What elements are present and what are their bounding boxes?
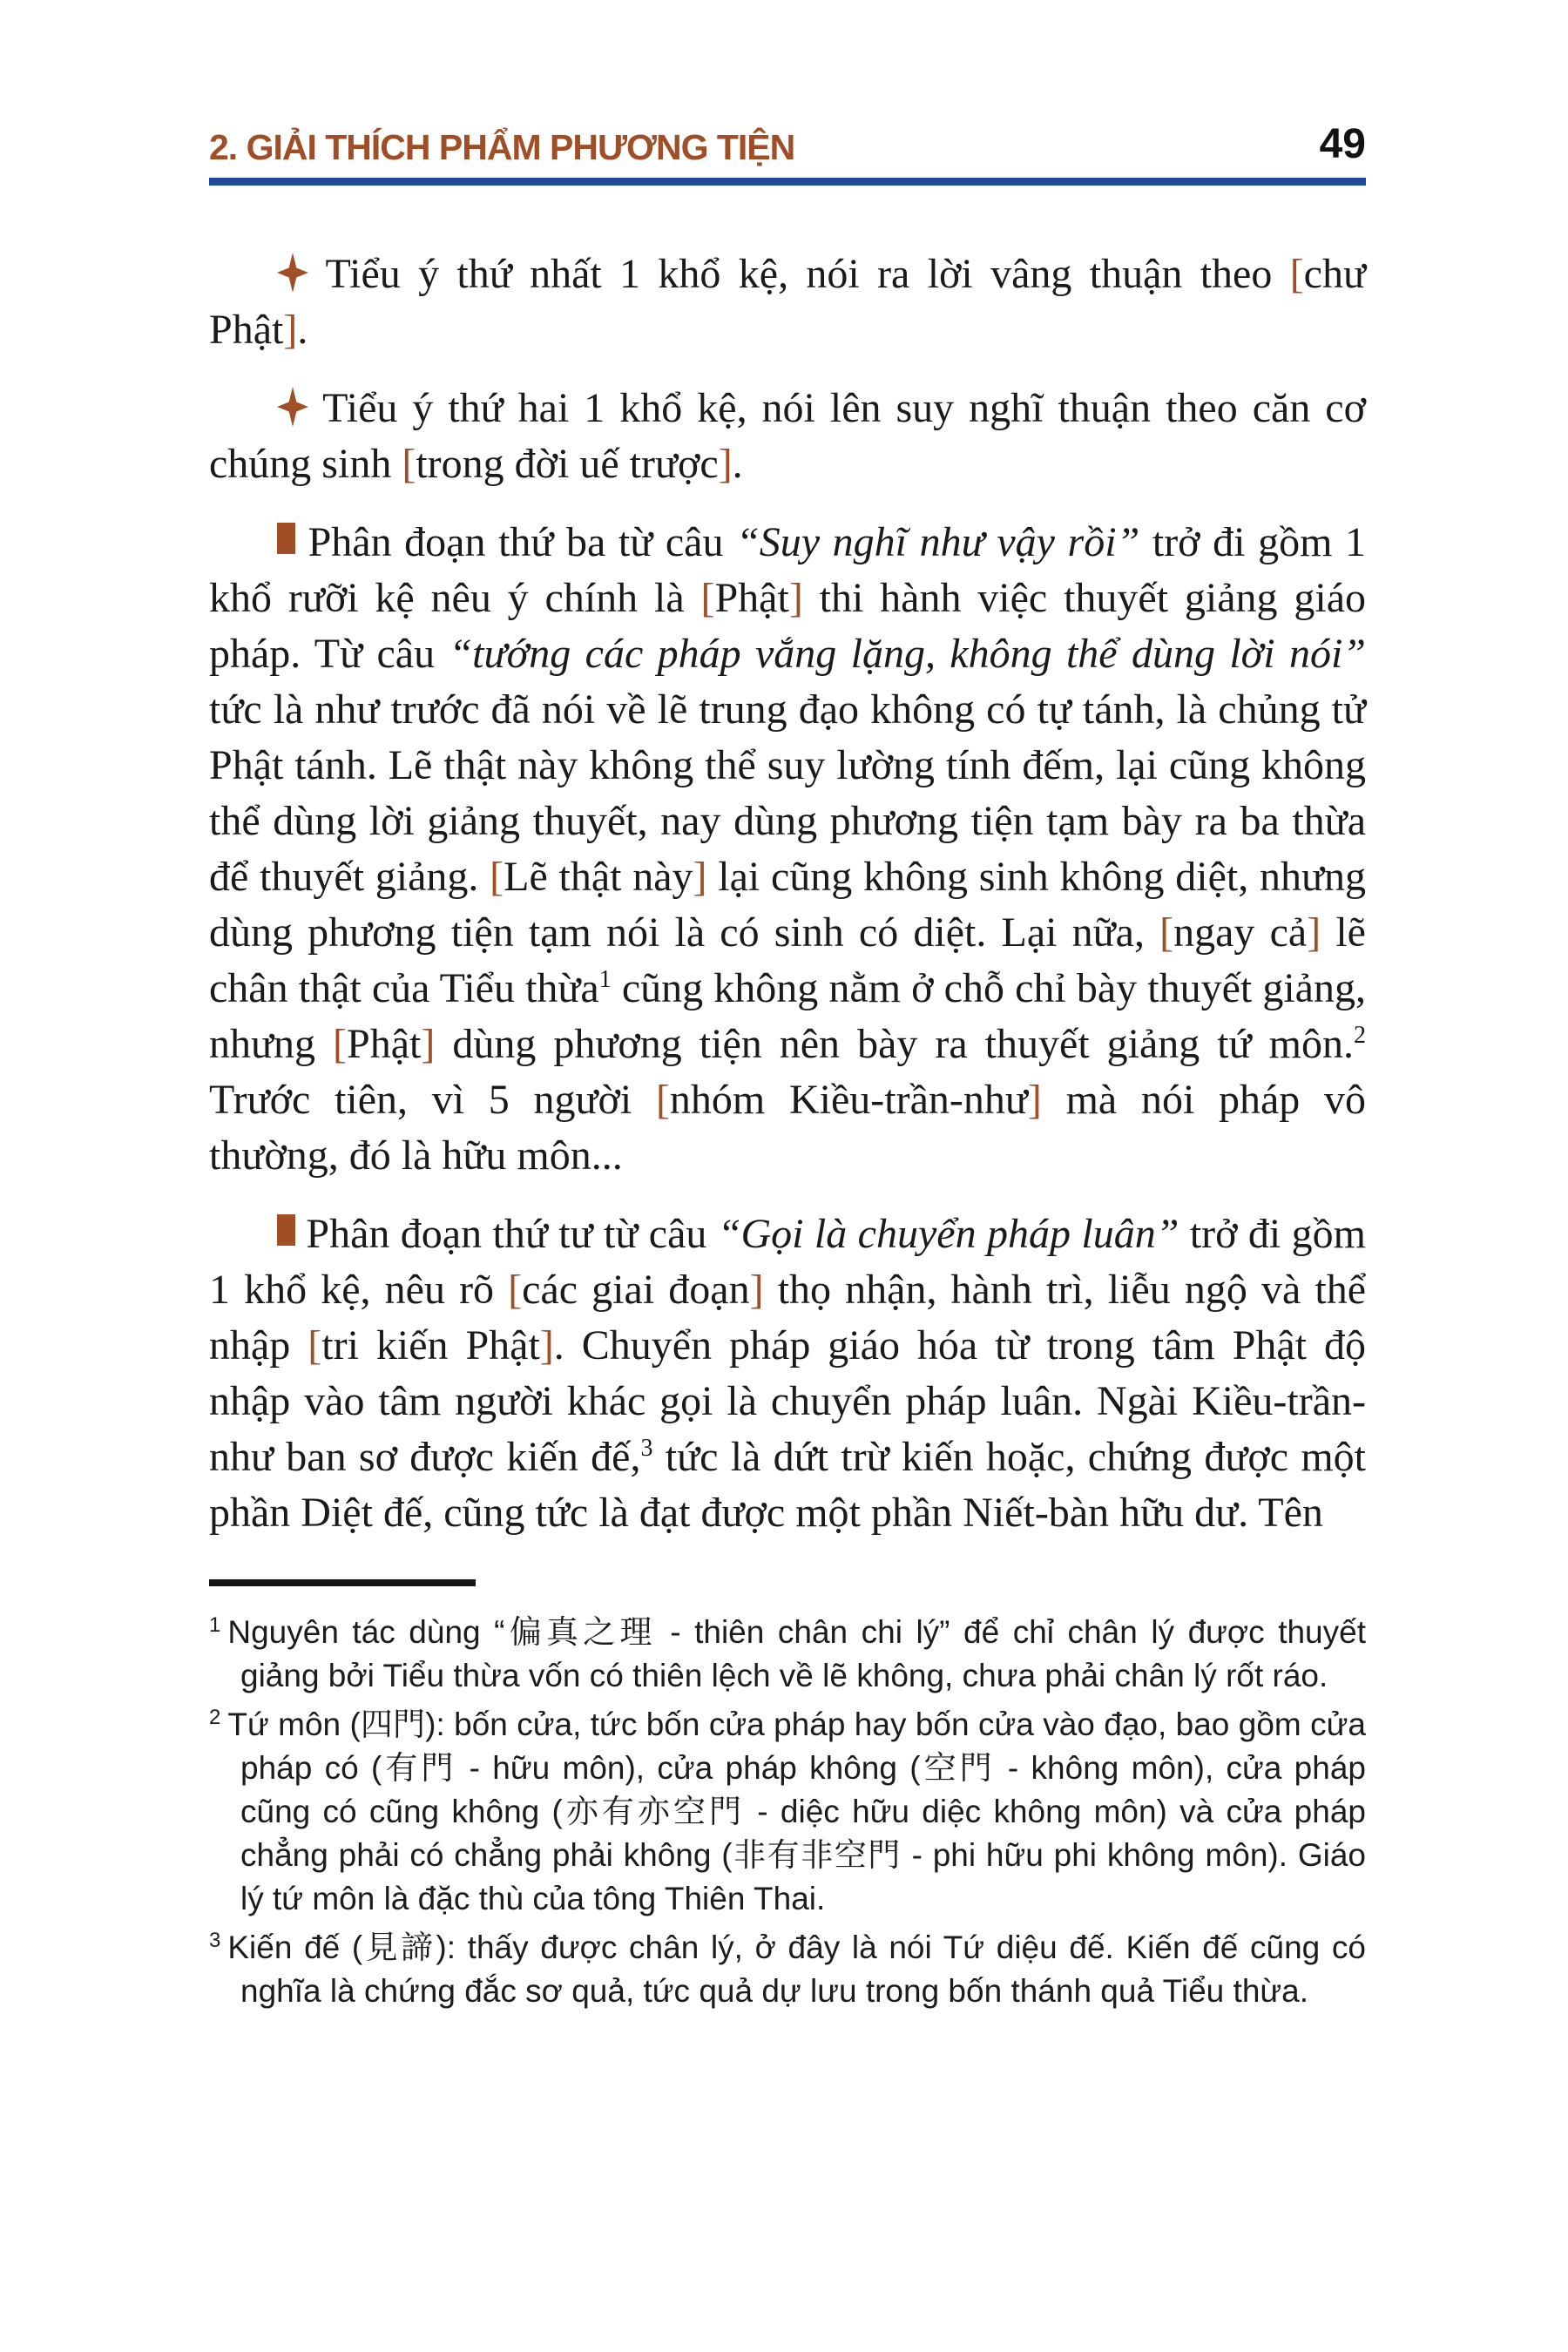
bracket: [: [1159, 909, 1174, 956]
text-run: tức là như trước đã nói về lẽ trung đạo không có tự tánh, là chủng tử Phật tánh. Lẽ thật này không thể suy lường tính đếm, lại cũng không thể dùng lời giảng thuyết, nay dùng phương tiện tạm bày ra ba thừa để thuyết giảng.: [209, 686, 1366, 900]
bracket: [: [402, 441, 416, 487]
quoted-phrase: “Gọi là chuyển pháp luân”: [717, 1211, 1179, 1257]
bracket: ]: [283, 307, 298, 353]
footnote-marker: 3: [209, 1928, 221, 1952]
note-reference: 3: [640, 1435, 653, 1462]
text-run: thi hành việc thuyết giảng giáo pháp. Từ câu: [209, 575, 1367, 677]
text-run: .: [297, 307, 308, 353]
text-run: Phật: [347, 1021, 422, 1067]
text-run: chư Phật: [209, 251, 1366, 353]
text-run: Tiểu ý thứ nhất 1 khổ kệ, nói ra lời vâng thuận theo: [308, 251, 1290, 297]
footnote-marker: 2: [209, 1705, 221, 1729]
bracket: [: [700, 575, 715, 621]
text-run: mà nói pháp vô thường, đó là hữu môn...: [209, 1077, 1367, 1179]
footnote: [209, 1926, 1366, 2013]
bracket: [: [508, 1267, 523, 1313]
text-run: Phân đoạn thứ tư từ câu: [295, 1211, 718, 1257]
bracket: ]: [693, 854, 707, 900]
paragraph: [209, 1206, 1366, 1541]
bracket: ]: [1307, 909, 1321, 956]
text-run: .: [732, 441, 743, 487]
footnote-separator: [209, 1579, 476, 1586]
text-run: lẽ chân thật của Tiểu thừa: [209, 909, 1366, 1011]
square-bullet-icon: [277, 1214, 295, 1246]
bracket: ]: [788, 575, 803, 621]
star-bullet-icon: [277, 253, 308, 293]
text-run: ngay cả: [1173, 909, 1308, 956]
footnote-marker: 1: [209, 1612, 221, 1637]
main-text: [209, 247, 1366, 1541]
text-run: . Chuyển pháp giáo hóa từ trong tâm Phật độ nhập vào tâm người khác gọi là chuyển pháp luân. Ngài Kiều-trần-như ban sơ được kiến đế,: [209, 1322, 1366, 1480]
text-run: Trước tiên, vì 5 người: [209, 1077, 656, 1123]
square-bullet-icon: [277, 523, 295, 554]
text-run: trở đi gồm 1 khổ kệ, nêu rõ: [209, 1211, 1367, 1313]
footnote-text: Kiến đế (見諦): thấy được chân lý, ở đây là nói Tứ diệu đế. Kiến đế cũng có nghĩa là chứng đắc sơ quả, tức quả dự lưu trong bốn thánh quả Tiểu thừa.: [227, 1930, 1366, 2009]
note-reference: 2: [1354, 1022, 1367, 1049]
bracket: ]: [1027, 1077, 1042, 1123]
footnote-text: Tứ môn (四門): bốn cửa, tức bốn cửa pháp hay bốn cửa vào đạo, bao gồm cửa pháp có (有門 - hữu môn), cửa pháp không (空門 - không môn), cửa pháp cũng có cũng không (亦有亦空門 - diệc hữu diệc không môn) và cửa pháp chẳng phải có chẳng phải không (非有非空門 - phi hữu phi không môn). Giáo lý tứ môn là đặc thù của tông Thiên Thai.: [227, 1707, 1366, 1916]
page-header: [209, 121, 1366, 167]
text-run: nhóm Kiều-trần-như: [669, 1077, 1028, 1123]
paragraph: [209, 515, 1366, 1184]
header-rule: [209, 178, 1366, 186]
quoted-phrase: “Suy nghĩ như vậy rồi”: [736, 519, 1140, 565]
bracket: [: [308, 1322, 322, 1369]
page-number: 49: [1319, 121, 1366, 167]
text-run: dùng phương tiện nên bày ra thuyết giảng tứ môn.: [435, 1021, 1355, 1067]
text-run: tức là dứt trừ kiến hoặc, chứng được một phần Diệt đế, cũng tức là đạt được một phần Niết-bàn hữu dư. Tên: [209, 1434, 1367, 1536]
text-run: lại cũng không sinh không diệt, nhưng dùng phương tiện tạm nói là có sinh có diệt. Lại nữa,: [209, 854, 1366, 956]
footnote-text: Nguyên tác dùng “偏真之理 - thiên chân chi lý” để chỉ chân lý được thuyết giảng bởi Tiểu thừa vốn có thiên lệch về lẽ không, chưa phải chân lý rốt ráo.: [227, 1614, 1366, 1693]
bracket: [: [490, 854, 504, 900]
footnote: [209, 1703, 1366, 1921]
text-run: Phân đoạn thứ ba từ câu: [295, 519, 737, 565]
star-bullet-icon: [277, 387, 308, 427]
chapter-header-title: 2. GIẢI THÍCH PHẨM PHƯƠNG TIỆN: [209, 127, 795, 167]
text-run: Phật: [714, 575, 789, 621]
footnotes: [209, 1611, 1366, 2013]
note-reference: 1: [598, 966, 612, 993]
bracket: ]: [539, 1322, 554, 1369]
footnote: [209, 1611, 1366, 1698]
text-run: các giai đoạn: [522, 1267, 750, 1313]
text-run: tri kiến Phật: [321, 1322, 540, 1369]
bracket: [: [655, 1077, 670, 1123]
bracket: ]: [749, 1267, 764, 1313]
text-run: Tiểu ý thứ hai 1 khổ kệ, nói lên suy nghĩ thuận theo căn cơ chúng sinh: [209, 385, 1366, 487]
bracket: [: [1289, 251, 1304, 297]
text-run: Lẽ thật này: [504, 854, 693, 900]
text-run: cũng không nằm ở chỗ chỉ bày thuyết giảng, nhưng: [209, 965, 1366, 1067]
quoted-phrase: “tướng các pháp vắng lặng, không thể dùng lời nói”: [449, 631, 1366, 677]
text-run: trở đi gồm 1 khổ rưỡi kệ nêu ý chính là: [209, 519, 1367, 621]
text-run: thọ nhận, hành trì, liễu ngộ và thể nhập: [209, 1267, 1367, 1369]
paragraph: [209, 247, 1366, 358]
text-run: trong đời uế trược: [416, 441, 719, 487]
bracket: ]: [718, 441, 733, 487]
bracket: ]: [421, 1021, 436, 1067]
bracket: [: [333, 1021, 348, 1067]
paragraph: [209, 381, 1366, 492]
